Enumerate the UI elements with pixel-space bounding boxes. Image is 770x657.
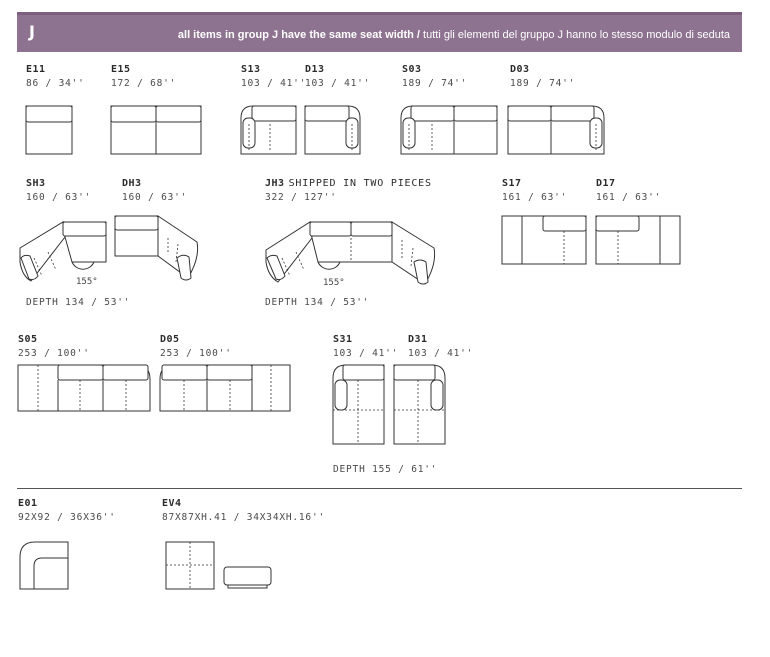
item-dim-e15: 172 / 68'' [111, 78, 177, 89]
diagram-d17 [596, 216, 680, 264]
item-code-jh3-text: JH3 [265, 178, 285, 189]
item-dim-d17: 161 / 63'' [596, 192, 662, 203]
item-code-s03: S03 [402, 64, 422, 75]
diagram-jh3 [266, 222, 435, 288]
item-dim-sh3: 160 / 63'' [26, 192, 92, 203]
item-code-sh3: SH3 [26, 178, 46, 189]
item-dim-s13: 103 / 41'' [241, 78, 307, 89]
item-note-jh3: SHIPPED IN TWO PIECES [288, 178, 432, 189]
item-code-e01: E01 [18, 498, 38, 509]
depth-note-curved-1: DEPTH 134 / 53'' [26, 297, 131, 308]
item-code-s31: S31 [333, 334, 353, 345]
item-code-d17: D17 [596, 178, 616, 189]
item-dim-s17: 161 / 63'' [502, 192, 568, 203]
item-dim-d05: 253 / 100'' [160, 348, 232, 359]
item-code-d31: D31 [408, 334, 428, 345]
item-code-e15: E15 [111, 64, 131, 75]
diagram-dh3 [115, 216, 198, 280]
diagram-sh3 [20, 222, 106, 287]
item-code-ev4: EV4 [162, 498, 182, 509]
item-dim-dh3: 160 / 63'' [122, 192, 188, 203]
item-code-d13: D13 [305, 64, 325, 75]
item-dim-e11: 86 / 34'' [26, 78, 85, 89]
item-dim-s03: 189 / 74'' [402, 78, 468, 89]
diagram-d05 [160, 365, 290, 411]
item-code-s05: S05 [18, 334, 38, 345]
angle-label-2: 155° [323, 278, 345, 288]
diagram-e11 [26, 106, 72, 154]
item-dim-ev4: 87X87XH.41 / 34X34XH.16'' [162, 512, 325, 523]
group-note-it: tutti gli elementi del gruppo J hanno lo stesso modulo di seduta [423, 29, 730, 41]
item-dim-d31: 103 / 41'' [408, 348, 474, 359]
item-code-d05: D05 [160, 334, 180, 345]
depth-note-chaise: DEPTH 155 / 61'' [333, 464, 438, 475]
item-code-e11: E11 [26, 64, 46, 75]
diagram-d13 [305, 106, 360, 154]
diagram-ev4 [166, 542, 271, 589]
diagram-s03 [401, 106, 497, 154]
depth-note-curved-2: DEPTH 134 / 53'' [265, 297, 370, 308]
item-dim-s05: 253 / 100'' [18, 348, 90, 359]
item-dim-jh3: 322 / 127'' [265, 192, 337, 203]
item-code-s17: S17 [502, 178, 522, 189]
diagram-s17 [502, 216, 586, 264]
diagram-e15 [111, 106, 201, 154]
diagram-s05 [18, 365, 150, 411]
diagram-s13 [241, 106, 296, 154]
item-code-d03: D03 [510, 64, 530, 75]
item-dim-e01: 92X92 / 36X36'' [18, 512, 116, 523]
diagram-s31 [333, 365, 384, 444]
group-note-en: all items in group J have the same seat width / [177, 29, 420, 41]
item-code-s13: S13 [241, 64, 261, 75]
diagram-e01 [20, 542, 68, 589]
item-dim-d03: 189 / 74'' [510, 78, 576, 89]
angle-label-1: 155° [76, 277, 98, 287]
item-dim-d13: 103 / 41'' [305, 78, 371, 89]
diagram-d03 [508, 106, 604, 154]
diagram-d31 [394, 365, 445, 444]
item-code-dh3: DH3 [122, 178, 142, 189]
group-letter: J [29, 22, 35, 41]
item-dim-s31: 103 / 41'' [333, 348, 399, 359]
